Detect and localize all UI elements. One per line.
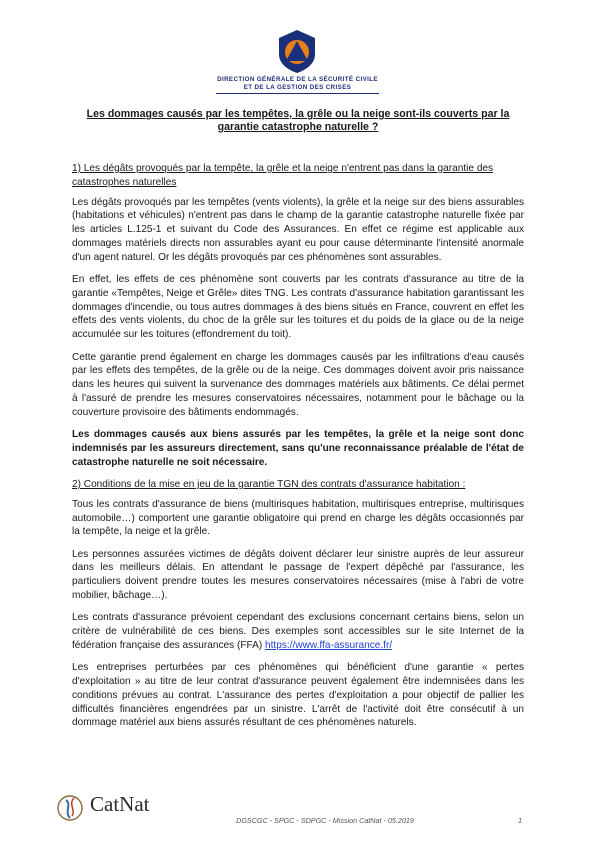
org-name-line2: ET DE LA GESTION DES CRISES — [243, 84, 352, 91]
paragraph: Cette garantie prend également en charge les dommages causés par les infiltrations d'eau causés par les effets des tempêtes, de la grêle ou de la neige. Ces dommages doivent avoir pris naissance dans les heures qui suivent la survenance des dommages matériels aux bâtiments. Ce délai permet à l'assuré de prendre les mesures conservatoires nécessaires, notamment pour le bâchage ou la couverture provisoire des bâtiments endommagés. — [72, 351, 524, 418]
document-title: Les dommages causés par les tempêtes, la grêle ou la neige sont-ils couverts par la garantie catastrophe naturelle ? — [86, 108, 510, 133]
page-number: 1 — [518, 816, 522, 825]
header-logo — [0, 14, 595, 94]
document-body — [72, 162, 524, 739]
footer-reference: DGSCGC - SPGC - SDPGC - Mission CatNat - 05.2019 — [236, 816, 414, 825]
ffa-link[interactable]: https://www.ffa-assurance.fr/ — [265, 639, 393, 651]
exclusions-paragraph — [72, 611, 524, 652]
catnat-logo-text: CatNat — [90, 792, 150, 816]
section-heading-1: 1) Les dégâts provoqués par la tempête, la grêle et la neige n'entrent pas dans la garantie des catastrophes naturelles — [72, 163, 494, 188]
civil-security-emblem-icon — [276, 28, 318, 74]
paragraph: Les entreprises perturbées par ces phénomènes qui bénéficient d'une garantie « pertes d'exploitation » au titre de leur contrat d'assurance peuvent également être indemnisées dans les conditions prévues au contrat. L'assurance des pertes d'exploitation a pour objectif de pallier les difficultés financières engendrées par un sinistre. L'arrêt de l'activité doit être consécutif à un dommage matériel aux biens assurés résultant de ces phénomènes naturels. — [72, 662, 524, 729]
paragraph: Les personnes assurées victimes de dégâts doivent déclarer leur sinistre auprès de leur assureur dans les meilleurs délais. En attendant le passage de l'expert dépêché par l'assurance, les particuliers doivent prendre toutes les mesures conservatoires nécessaires (mise à l'abri de votre mobilier, bâchage…). — [72, 548, 524, 602]
paragraph: Tous les contrats d'assurance de biens (multirisques habitation, multirisques entreprise, multirisques automobile…) comportent une garantie obligatoire qui prend en charge les dégâts occasionnés par la tempête, la neige et la grêle. — [72, 498, 524, 538]
exclusions-text: Les contrats d'assurance prévoient cependant des exclusions concernant certains biens, selon un critère de vulnérabilité de ces biens. Des exemples sont accessibles sur le site Internet de la fédération française des assurances (FFA) — [72, 612, 524, 651]
bold-conclusion-paragraph: Les dommages causés aux biens assurés par les tempêtes, la grêle et la neige sont donc indemnisés par les assureurs directement, sans qu'une reconnaissance préalable de l'état de catastrophe naturelle ne soit nécessaire. — [72, 429, 524, 468]
paragraph: En effet, les effets de ces phénomène sont couverts par les contrats d'assurance au titre de la garantie «Tempêtes, Neige et Grêle» dites TNG. Les contrats d'assurance habitation garantissant les dommages d'incendie, ou tous autres dommages à des biens situés en France, couvrent en effet les effets des vents violents, du choc de la grêle sur les toitures et du poids de la glace ou de la neige accumulée sur les toitures (effondrement du toit). — [72, 274, 524, 341]
section-heading-2: 2) Conditions de la mise en jeu de la garantie TGN des contrats d'assurance habitation : — [72, 478, 466, 490]
header-divider — [216, 93, 379, 94]
org-name-line1: DIRECTION GÉNÉRALE DE LA SÉCURITÉ CIVILE — [217, 76, 378, 83]
paragraph: Les dégâts provoqués par les tempêtes (vents violents), la grêle et la neige sur des biens assurables (habitations et véhicules) n'entrent pas dans le champ de la garantie catastrophe naturelle fixée par les articles L.125-1 et suivant du Code des Assurances. En effet ce régime est applicable aux dommages matériels directs non assurables ayant eu pour cause déterminante l'intensité anormale d'un agent naturel. Or les dégâts provoqués par ces phénomènes sont assurables. — [72, 196, 524, 263]
